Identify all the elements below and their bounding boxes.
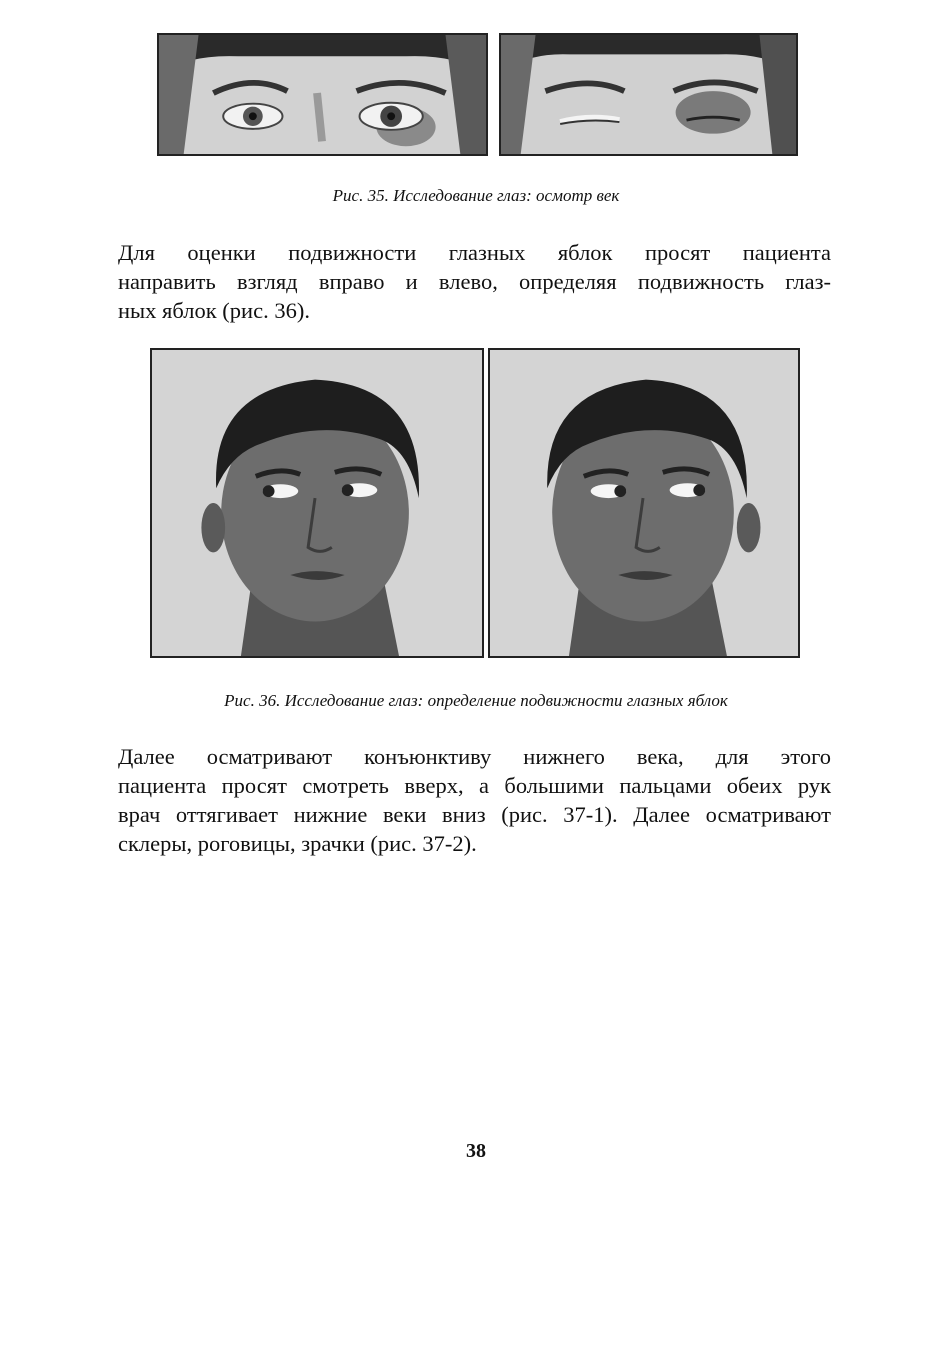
figure35-caption: Рис. 35. Исследование глаз: осмотр век bbox=[332, 186, 620, 205]
figure36-caption: Рис. 36. Исследование глаз: определение подвижности глазных яблок bbox=[224, 691, 728, 710]
paragraph-conjunctiva bbox=[118, 742, 831, 858]
paragraph-line: Для оценки подвижности глазных яблок просят пациента bbox=[118, 240, 831, 265]
paragraph-line: склеры, роговицы, зрачки (рис. 37-2). bbox=[118, 831, 477, 856]
figure36-photo-gaze-left bbox=[150, 348, 484, 658]
figure35-photo-eyes-closed bbox=[499, 33, 798, 156]
paragraph-line: направить взгляд вправо и влево, определяя подвижность глаз- bbox=[118, 269, 831, 294]
paragraph-line: пациента просят смотреть вверх, а большими пальцами обеих рук bbox=[118, 773, 831, 798]
paragraph-line: врач оттягивает нижние веки вниз (рис. 37-1). Далее осматривают bbox=[118, 802, 831, 827]
figure35-photo-eyes-open bbox=[157, 33, 488, 156]
paragraph-line: ных яблок (рис. 36). bbox=[118, 298, 310, 323]
page-number: 38 bbox=[466, 1140, 486, 1162]
paragraph-eye-mobility bbox=[118, 238, 831, 325]
figure36-photo-gaze-right bbox=[488, 348, 800, 658]
paragraph-line: Далее осматривают конъюнктиву нижнего века, для этого bbox=[118, 744, 831, 769]
